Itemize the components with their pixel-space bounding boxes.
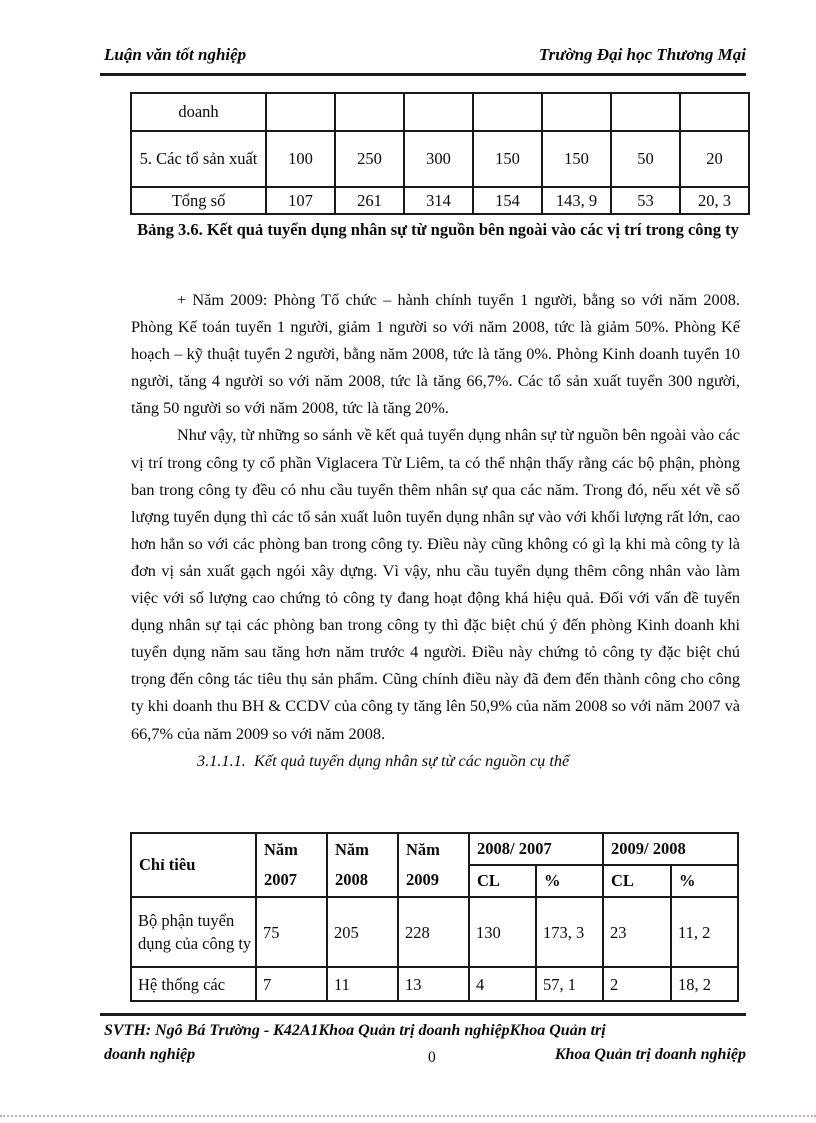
table-cell: 4 bbox=[469, 967, 536, 1001]
footer-line2-right: Khoa Quản trị doanh nghiệp bbox=[554, 1046, 746, 1063]
header-cell-cl: CL bbox=[469, 865, 536, 897]
table-cell: 18, 2 bbox=[671, 967, 738, 1001]
table-cell: 228 bbox=[398, 897, 469, 967]
header-cell-group-2008-2007: 2008/ 2007 bbox=[469, 833, 603, 865]
header-cell-pct: % bbox=[536, 865, 603, 897]
table-cell: 250 bbox=[335, 131, 404, 187]
header-cell-criteria: Chỉ tiêu bbox=[131, 833, 256, 897]
table-cell: Tổng số bbox=[131, 187, 266, 214]
table-cell: 50 bbox=[611, 131, 680, 187]
section-heading: 3.1.1.1. Kết quả tuyển dụng nhân sự từ các nguồn cụ thể bbox=[197, 750, 570, 770]
page-header bbox=[104, 45, 746, 65]
recruitment-summary-table bbox=[130, 92, 750, 215]
table-cell: 20, 3 bbox=[680, 187, 749, 214]
table-header-row bbox=[131, 833, 738, 865]
table-cell: Hệ thống các bbox=[131, 967, 256, 1001]
table-row bbox=[131, 93, 749, 131]
table-cell: 7 bbox=[256, 967, 327, 1001]
footer-line2-left: doanh nghiệp bbox=[104, 1046, 196, 1063]
table-cell: 11, 2 bbox=[671, 897, 738, 967]
table-cell: 2 bbox=[603, 967, 671, 1001]
table-cell: 11 bbox=[327, 967, 398, 1001]
table-cell: 75 bbox=[256, 897, 327, 967]
table-cell: 143, 9 bbox=[542, 187, 611, 214]
table-cell bbox=[542, 93, 611, 131]
header-cell-pct: % bbox=[671, 865, 738, 897]
table-cell bbox=[266, 93, 335, 131]
header-cell-group-2009-2008: 2009/ 2008 bbox=[603, 833, 738, 865]
table-cell: 205 bbox=[327, 897, 398, 967]
table-row bbox=[131, 131, 749, 187]
table-row bbox=[131, 897, 738, 967]
table-row-total bbox=[131, 187, 749, 214]
recruitment-sources-table bbox=[130, 832, 739, 1002]
bottom-dotted-rule bbox=[0, 1115, 816, 1117]
table-cell: 173, 3 bbox=[536, 897, 603, 967]
table-cell bbox=[335, 93, 404, 131]
page-number: 0 bbox=[428, 1049, 436, 1066]
table-cell: 5. Các tổ sản xuất bbox=[131, 131, 266, 187]
table-cell: 130 bbox=[469, 897, 536, 967]
table-cell bbox=[611, 93, 680, 131]
table-cell: doanh bbox=[131, 93, 266, 131]
table-cell: 53 bbox=[611, 187, 680, 214]
header-cell-year-2009: Năm 2009 bbox=[398, 833, 469, 897]
header-right-text: Trường Đại học Thương Mại bbox=[538, 45, 746, 64]
table-cell: 13 bbox=[398, 967, 469, 1001]
page-footer bbox=[104, 1019, 746, 1067]
header-cell-cl: CL bbox=[603, 865, 671, 897]
table-caption: Bảng 3.6. Kết quả tuyển dụng nhân sự từ nguồn bên ngoài vào các vị trí trong công ty bbox=[137, 220, 739, 239]
table-cell: 300 bbox=[404, 131, 473, 187]
table-cell: 23 bbox=[603, 897, 671, 967]
table-cell: 150 bbox=[542, 131, 611, 187]
table-cell: 261 bbox=[335, 187, 404, 214]
header-cell-year-2008: Năm 2008 bbox=[327, 833, 398, 897]
table-cell: 154 bbox=[473, 187, 542, 214]
body-paragraph-1: + Năm 2009: Phòng Tổ chức – hành chính tuyển 1 người, bằng so với năm 2008. Phòng Kế toán tuyển 1 người, giảm 1 người so với năm 2008, tức là giảm 50%. Phòng Kế hoạch – kỹ thuật tuyển 2 người, bằng năm 2008, tức là tăng 0%. Phòng Kinh doanh tuyển 10 người, tăng 4 người so với năm 2008, tức là tăng 66,7%. Các tổ sản xuất tuyển 300 người, tăng 50 người so với năm 2008, tức là tăng 20%. bbox=[131, 290, 740, 418]
table-cell bbox=[473, 93, 542, 131]
table-cell: 314 bbox=[404, 187, 473, 214]
table-cell bbox=[404, 93, 473, 131]
footer-line2 bbox=[104, 1043, 746, 1067]
table-cell bbox=[680, 93, 749, 131]
table-cell: Bộ phận tuyển dụng của công ty bbox=[131, 897, 256, 967]
body-text bbox=[131, 286, 740, 774]
table-cell: 57, 1 bbox=[536, 967, 603, 1001]
header-rule bbox=[100, 73, 746, 76]
header-left-text: Luận văn tốt nghiệp bbox=[104, 45, 247, 64]
footer-rule bbox=[100, 1013, 746, 1016]
table-cell: 107 bbox=[266, 187, 335, 214]
table-cell: 20 bbox=[680, 131, 749, 187]
table-row bbox=[131, 967, 738, 1001]
footer-line1: SVTH: Ngô Bá Trường - K42A1Khoa Quản trị doanh nghiệpKhoa Quản trị bbox=[104, 1022, 606, 1039]
body-paragraph-2: Như vậy, từ những so sánh về kết quả tuyển dụng nhân sự từ nguồn bên ngoài vào các vị trí trong công ty cổ phần Viglacera Từ Liêm, ta có thể nhận thấy rằng các bộ phận, phòng ban trong công ty đều có nhu cầu tuyển thêm nhân sự qua các năm. Trong đó, nếu xét về số lượng tuyển dụng thì các tổ sản xuất luôn tuyển dụng nhân sự vào với khối lượng rất lớn, cao hơn hẳn so với các phòng ban trong công ty. Điều này cũng không có gì lạ khi mà công ty là đơn vị sản xuất gạch ngói xây dựng. Vì vậy, nhu cầu tuyển dụng thêm công nhân vào làm việc với số lượng cao chứng tỏ công ty đang hoạt động khá hiệu quả. Đối với vấn đề tuyển dụng nhân sự tại các phòng ban trong công ty thì đặc biệt chú ý đến phòng Kinh doanh khi tuyển dụng năm sau tăng hơn năm trước 4 người. Điều này chứng tỏ công ty đặc biệt chú trọng đến công tác tiêu thụ sản phẩm. Cũng chính điều này đã đem đến thành công cho công ty khi doanh thu BH & CCDV của công ty tăng lên 50,9% của năm 2008 so với năm 2007 và 66,7% của năm 2009 so với năm 2008. bbox=[131, 425, 740, 743]
header-cell-year-2007: Năm 2007 bbox=[256, 833, 327, 897]
table-cell: 100 bbox=[266, 131, 335, 187]
table-cell: 150 bbox=[473, 131, 542, 187]
